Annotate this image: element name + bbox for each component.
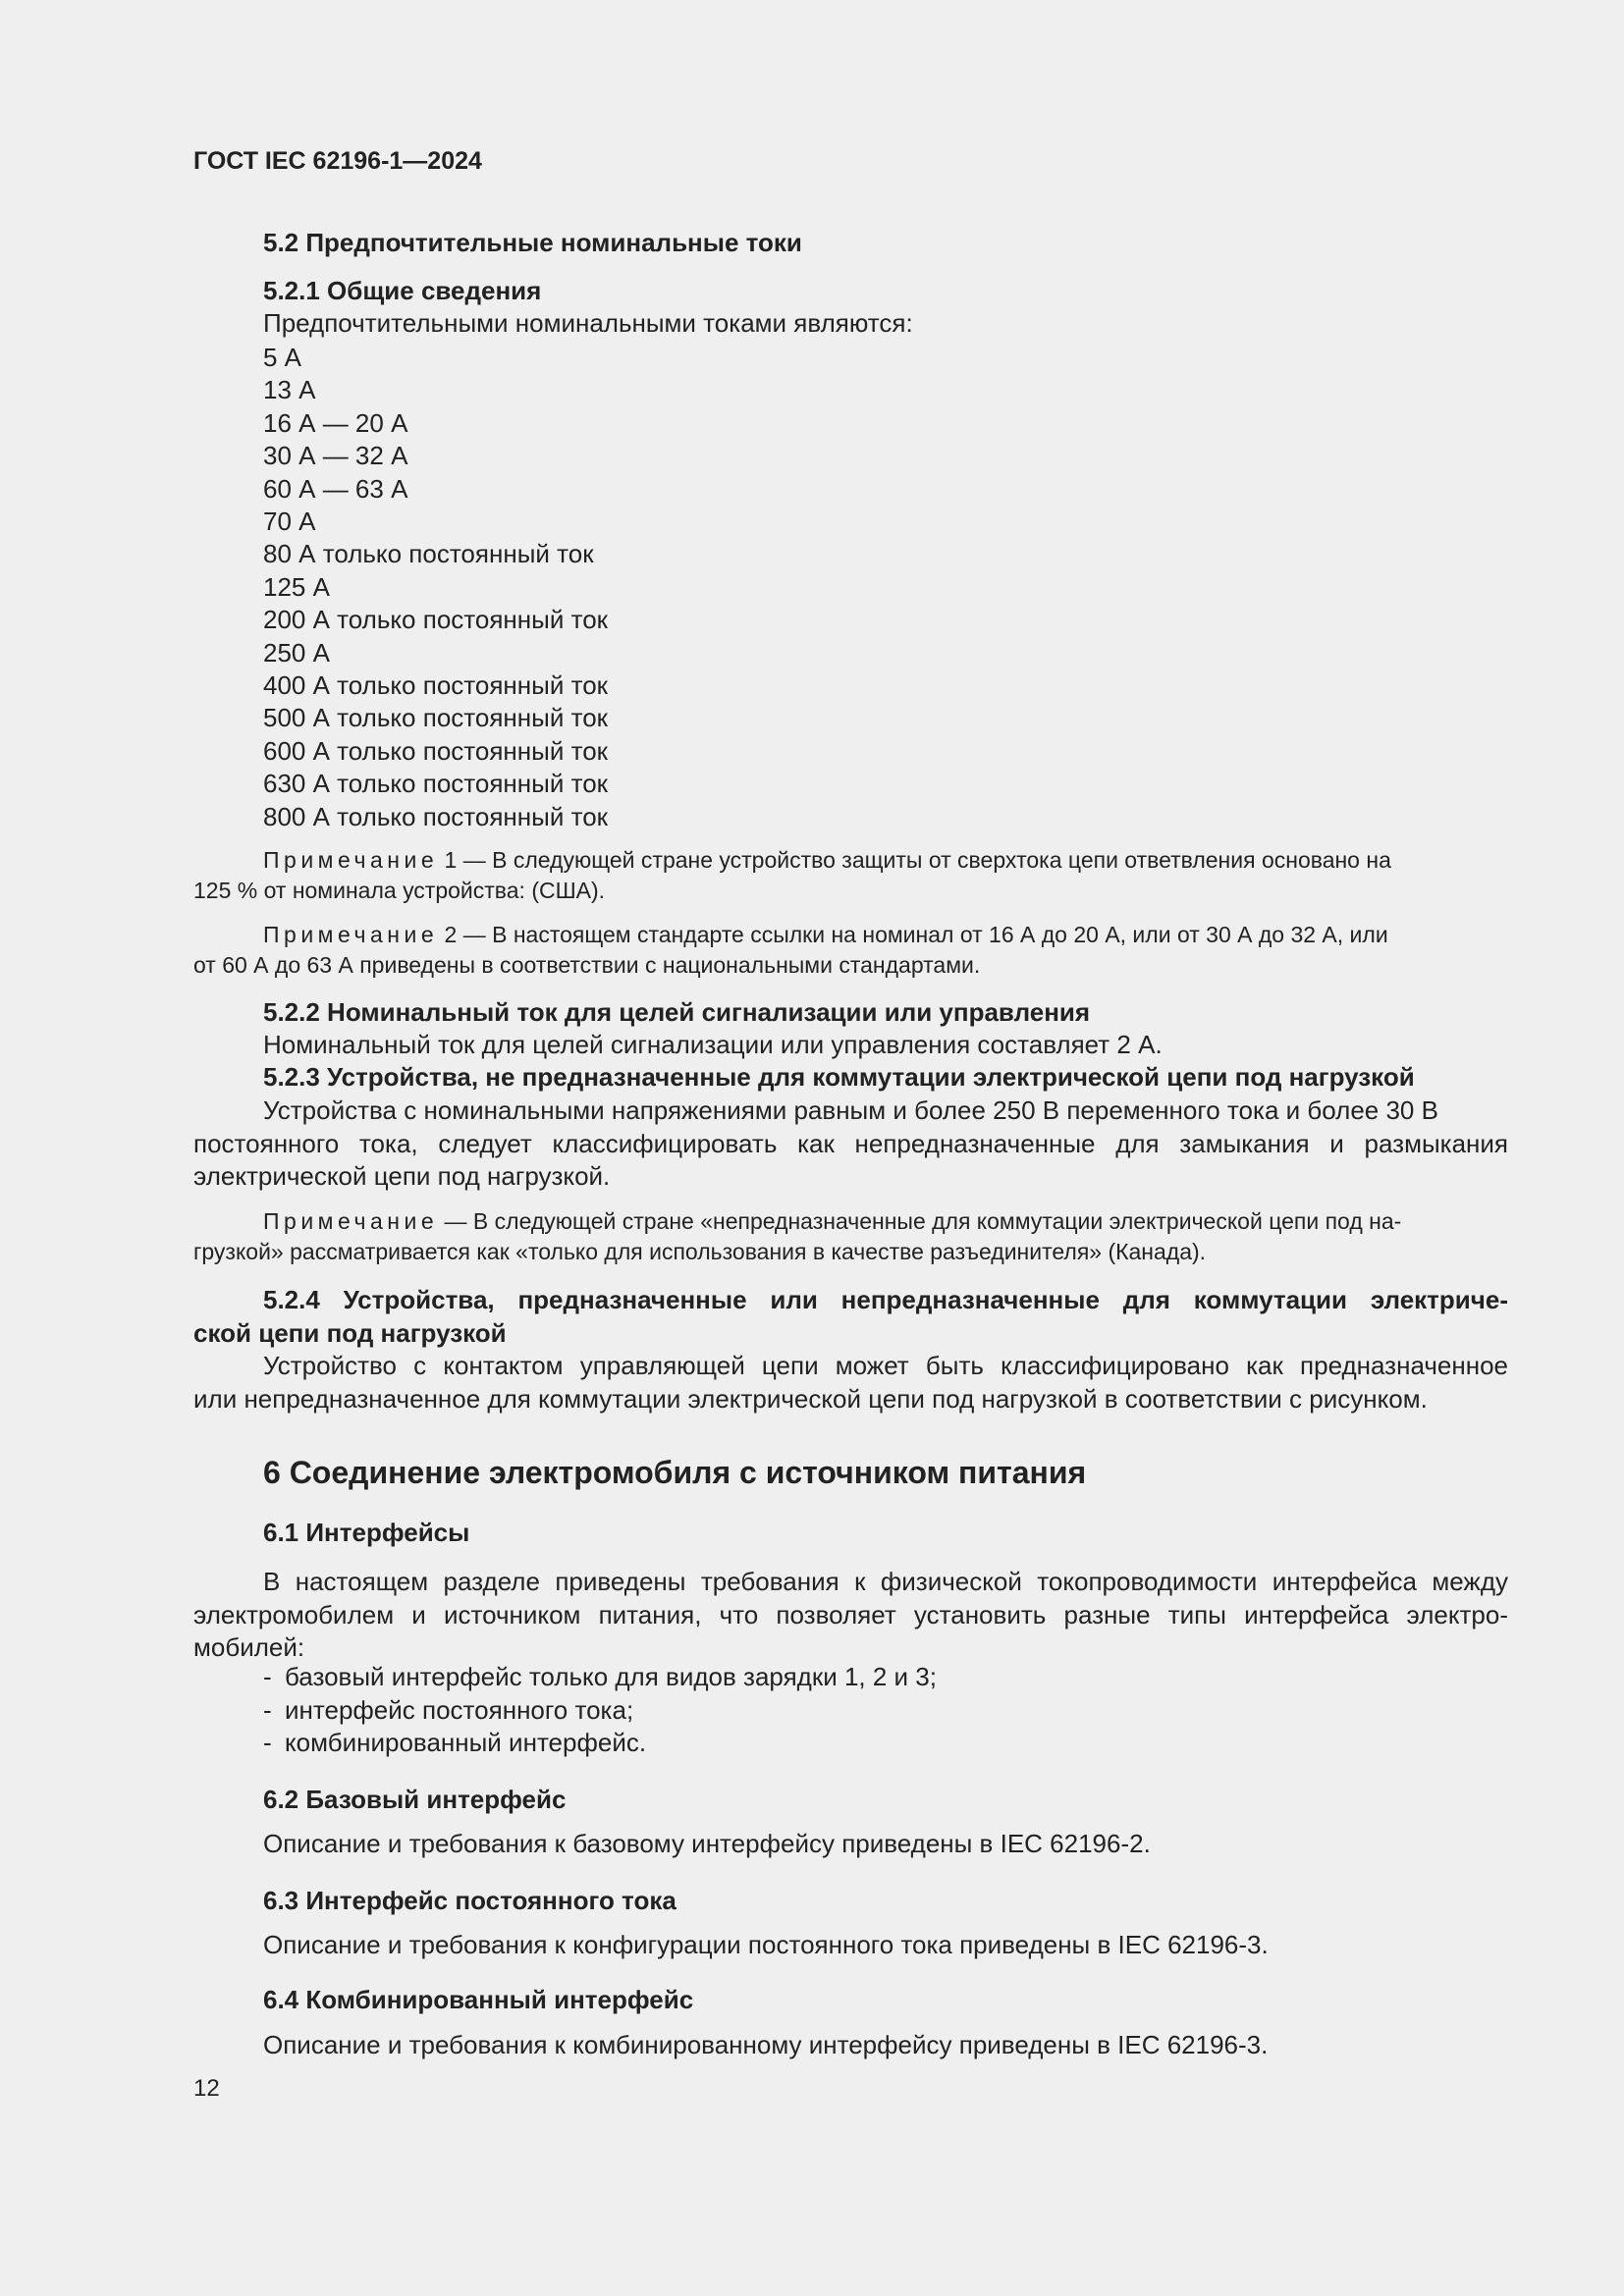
interface-types-list [263, 1661, 937, 1760]
list-item: 600 А только постоянный ток [263, 735, 609, 766]
list-item: 250 А [263, 637, 330, 667]
list-item: 500 А только постоянный ток [263, 703, 609, 733]
list-item-text: интерфейс постоянного тока; [285, 1694, 634, 1725]
text-line: мобилей: [193, 1632, 305, 1662]
list-dash: - [263, 1662, 272, 1691]
note-label: Примечание [263, 847, 439, 873]
list-item [263, 1661, 937, 1694]
list-item-text: комбинированный интерфейс. [285, 1728, 647, 1757]
list-item: 5 А [263, 343, 302, 372]
note-5-2-3 [193, 1206, 1508, 1267]
title-line: 5.2.4 Устройства, предназначенные или непредназначенные для коммутации электриче- [263, 1285, 1508, 1314]
note-label: Примечание [263, 1208, 439, 1234]
note-text: 125 % от номинала устройства: (США). [193, 878, 606, 903]
section-6-3-text: Описание и требования к конфигурации постоянного тока приведены в IEC 62196-3. [263, 1930, 1269, 1959]
section-5-2-title: 5.2 Предпочтительные номинальные токи [263, 228, 802, 257]
list-item: 200 А только постоянный ток [263, 605, 609, 635]
section-5-2-2-text: Номинальный ток для целей сигнализации или управления составляет 2 А. [263, 1030, 1163, 1059]
note-text: грузкой» рассматривается как «только для использования в качестве разъединителя» (Канада). [193, 1239, 1207, 1264]
list-item: 70 А [263, 507, 316, 537]
text-line: постоянного тока, следует классифицировать как непредназначенные для замыкания и размыкания [193, 1128, 1508, 1158]
note-text: — В следующей стране «непредназначенные для коммутации электрической цепи под на- [438, 1208, 1402, 1234]
note-1 [193, 845, 1508, 906]
note-text: 1 — В следующей стране устройство защиты от сверхтока цепи ответвления основано на [438, 847, 1391, 873]
section-5-2-3-title: 5.2.3 Устройства, не предназначенные для коммутации электрической цепи под нагрузкой [263, 1062, 1415, 1092]
page-number: 12 [193, 2075, 220, 2102]
section-6-title: 6 Соединение электромобиля с источником питания [263, 1455, 1087, 1490]
note-text: от 60 А до 63 А приведены в соответствии с национальными стандартами. [193, 952, 981, 978]
section-5-2-4-text [193, 1350, 1508, 1415]
list-item: 630 А только постоянный ток [263, 769, 609, 799]
section-5-2-2-title: 5.2.2 Номинальный ток для целей сигнализации или управления [263, 997, 1091, 1027]
list-item [263, 1694, 937, 1728]
section-6-4-text: Описание и требования к комбинированному интерфейсу приведены в IEC 62196-3. [263, 2030, 1269, 2059]
document-header: ГОСТ IEC 62196-1—2024 [193, 147, 482, 175]
text-line: Устройство с контактом управляющей цепи может быть классифицировано как предназначенное [263, 1351, 1508, 1380]
section-6-2-title: 6.2 Базовый интерфейс [263, 1785, 567, 1814]
list-item-text: базовый интерфейс только для видов зарядки 1, 2 и 3; [285, 1662, 937, 1691]
text-line: Устройства с номинальными напряжениями равным и более 250 В переменного тока и более 30 В [263, 1095, 1438, 1125]
preferred-currents-list [263, 342, 608, 833]
title-line: ской цепи под нагрузкой [193, 1317, 507, 1348]
list-item: 16 А — 20 А [263, 407, 408, 438]
list-item: 400 А только постоянный ток [263, 670, 609, 701]
list-dash: - [263, 1694, 272, 1725]
text-line: электромобилем и источником питания, что позволяет установить разные типы интерфейса электро- [193, 1599, 1508, 1629]
section-5-2-3-text [193, 1095, 1508, 1194]
note-2 [193, 920, 1508, 981]
note-label: Примечание [263, 922, 439, 947]
list-item: 60 А — 63 А [263, 473, 408, 504]
section-6-1-title: 6.1 Интерфейсы [263, 1518, 470, 1547]
list-item: 125 А [263, 571, 330, 602]
list-dash: - [263, 1728, 272, 1757]
section-6-4-title: 6.4 Комбинированный интерфейс [263, 1985, 694, 2014]
section-6-1-text [193, 1566, 1508, 1665]
currents-intro: Предпочтительными номинальными токами являются: [263, 308, 913, 338]
list-item: 800 А только постоянный ток [263, 801, 609, 831]
note-text: 2 — В настоящем стандарте ссылки на номинал от 16 А до 20 А, или от 30 А до 32 А, или [438, 922, 1388, 947]
section-5-2-4-title [193, 1284, 1508, 1350]
list-item: 13 А [263, 375, 316, 405]
text-line: или непредназначенное для коммутации электрической цепи под нагрузкой в соответствии с рисунком. [193, 1383, 1428, 1414]
section-5-2-1-title: 5.2.1 Общие сведения [263, 276, 542, 305]
text-line: В настоящем разделе приведены требования к физической токопроводимости интерфейса между [263, 1567, 1508, 1596]
list-item: 80 А только постоянный ток [263, 539, 594, 569]
list-item [263, 1727, 937, 1760]
list-item: 30 А — 32 А [263, 441, 408, 471]
section-6-2-text: Описание и требования к базовому интерфейсу приведены в IEC 62196-2. [263, 1829, 1151, 1858]
text-line: электрической цепи под нагрузкой. [193, 1161, 611, 1191]
section-6-3-title: 6.3 Интерфейс постоянного тока [263, 1886, 677, 1915]
